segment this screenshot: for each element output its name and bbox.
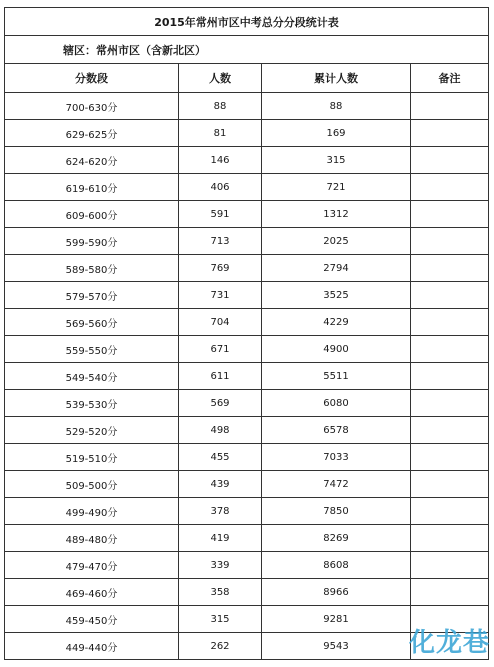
- cell-score-range: 589-580分: [5, 255, 179, 282]
- cell-note: [411, 255, 489, 282]
- cell-note: [411, 147, 489, 174]
- cell-score-range: 579-570分: [5, 282, 179, 309]
- table-row: [5, 201, 489, 228]
- cell-score-range: 509-500分: [5, 471, 179, 498]
- cell-note: [411, 525, 489, 552]
- cell-cumulative: 2025: [262, 228, 411, 255]
- cell-cumulative: 8608: [262, 552, 411, 579]
- cell-cumulative: 721: [262, 174, 411, 201]
- cell-count: 262: [179, 633, 262, 660]
- table-row: [5, 147, 489, 174]
- cell-score-range: 469-460分: [5, 579, 179, 606]
- table-row: [5, 525, 489, 552]
- cell-cumulative: 169: [262, 120, 411, 147]
- cell-note: [411, 336, 489, 363]
- cell-score-range: 559-550分: [5, 336, 179, 363]
- stats-sheet: [4, 7, 488, 660]
- cell-score-range: 609-600分: [5, 201, 179, 228]
- cell-note: [411, 174, 489, 201]
- cell-cumulative: 8269: [262, 525, 411, 552]
- cell-cumulative: 9543: [262, 633, 411, 660]
- cell-count: 611: [179, 363, 262, 390]
- cell-count: 455: [179, 444, 262, 471]
- cell-score-range: 479-470分: [5, 552, 179, 579]
- table-row: [5, 552, 489, 579]
- cell-count: 358: [179, 579, 262, 606]
- title-row: [5, 8, 489, 36]
- header-count: 人数: [179, 64, 262, 93]
- cell-count: 704: [179, 309, 262, 336]
- cell-note: [411, 579, 489, 606]
- cell-count: 146: [179, 147, 262, 174]
- cell-score-range: 519-510分: [5, 444, 179, 471]
- table-row: [5, 228, 489, 255]
- table-row: [5, 498, 489, 525]
- table-row: [5, 363, 489, 390]
- cell-cumulative: 315: [262, 147, 411, 174]
- cell-count: 769: [179, 255, 262, 282]
- cell-cumulative: 7033: [262, 444, 411, 471]
- cell-score-range: 700-630分: [5, 93, 179, 120]
- header-score-range: 分数段: [5, 64, 179, 93]
- cell-note: [411, 417, 489, 444]
- cell-note: [411, 552, 489, 579]
- watermark-logo: 化龙巷: [408, 628, 490, 658]
- table-row: [5, 255, 489, 282]
- cell-score-range: 549-540分: [5, 363, 179, 390]
- header-row: [5, 64, 489, 93]
- cell-cumulative: 88: [262, 93, 411, 120]
- table-title: 2015年常州市区中考总分分段统计表: [5, 8, 489, 36]
- cell-score-range: 569-560分: [5, 309, 179, 336]
- table-row: [5, 471, 489, 498]
- cell-score-range: 629-625分: [5, 120, 179, 147]
- cell-count: 671: [179, 336, 262, 363]
- cell-note: [411, 390, 489, 417]
- table-row: [5, 336, 489, 363]
- cell-score-range: 449-440分: [5, 633, 179, 660]
- table-row: [5, 309, 489, 336]
- cell-note: [411, 498, 489, 525]
- cell-cumulative: 9281: [262, 606, 411, 633]
- cell-score-range: 539-530分: [5, 390, 179, 417]
- cell-score-range: 599-590分: [5, 228, 179, 255]
- district-row: [5, 36, 489, 64]
- cell-count: 339: [179, 552, 262, 579]
- district-label: 辖区：常州市区（含新北区）: [5, 36, 489, 64]
- table-row: [5, 579, 489, 606]
- cell-note: [411, 444, 489, 471]
- table-row: [5, 417, 489, 444]
- cell-note: [411, 363, 489, 390]
- cell-cumulative: 1312: [262, 201, 411, 228]
- cell-cumulative: 7472: [262, 471, 411, 498]
- cell-count: 88: [179, 93, 262, 120]
- cell-cumulative: 2794: [262, 255, 411, 282]
- cell-score-range: 619-610分: [5, 174, 179, 201]
- score-distribution-table: [4, 7, 489, 660]
- cell-count: 439: [179, 471, 262, 498]
- cell-cumulative: 7850: [262, 498, 411, 525]
- cell-note: [411, 93, 489, 120]
- cell-count: 81: [179, 120, 262, 147]
- cell-count: 731: [179, 282, 262, 309]
- cell-note: [411, 282, 489, 309]
- cell-note: [411, 201, 489, 228]
- table-row: [5, 390, 489, 417]
- header-cumulative: 累计人数: [262, 64, 411, 93]
- cell-note: [411, 309, 489, 336]
- cell-count: 419: [179, 525, 262, 552]
- cell-score-range: 459-450分: [5, 606, 179, 633]
- cell-note: [411, 228, 489, 255]
- cell-count: 378: [179, 498, 262, 525]
- table-row: [5, 120, 489, 147]
- cell-count: 406: [179, 174, 262, 201]
- cell-count: 315: [179, 606, 262, 633]
- cell-count: 498: [179, 417, 262, 444]
- header-note: 备注: [411, 64, 489, 93]
- cell-count: 713: [179, 228, 262, 255]
- cell-cumulative: 6578: [262, 417, 411, 444]
- cell-count: 591: [179, 201, 262, 228]
- table-row: [5, 282, 489, 309]
- cell-cumulative: 6080: [262, 390, 411, 417]
- table-row: [5, 93, 489, 120]
- cell-cumulative: 4900: [262, 336, 411, 363]
- table-row: [5, 174, 489, 201]
- cell-cumulative: 3525: [262, 282, 411, 309]
- cell-score-range: 529-520分: [5, 417, 179, 444]
- cell-note: [411, 120, 489, 147]
- cell-score-range: 489-480分: [5, 525, 179, 552]
- cell-score-range: 499-490分: [5, 498, 179, 525]
- table-row: [5, 444, 489, 471]
- cell-count: 569: [179, 390, 262, 417]
- cell-cumulative: 8966: [262, 579, 411, 606]
- cell-cumulative: 4229: [262, 309, 411, 336]
- cell-note: [411, 471, 489, 498]
- cell-cumulative: 5511: [262, 363, 411, 390]
- cell-score-range: 624-620分: [5, 147, 179, 174]
